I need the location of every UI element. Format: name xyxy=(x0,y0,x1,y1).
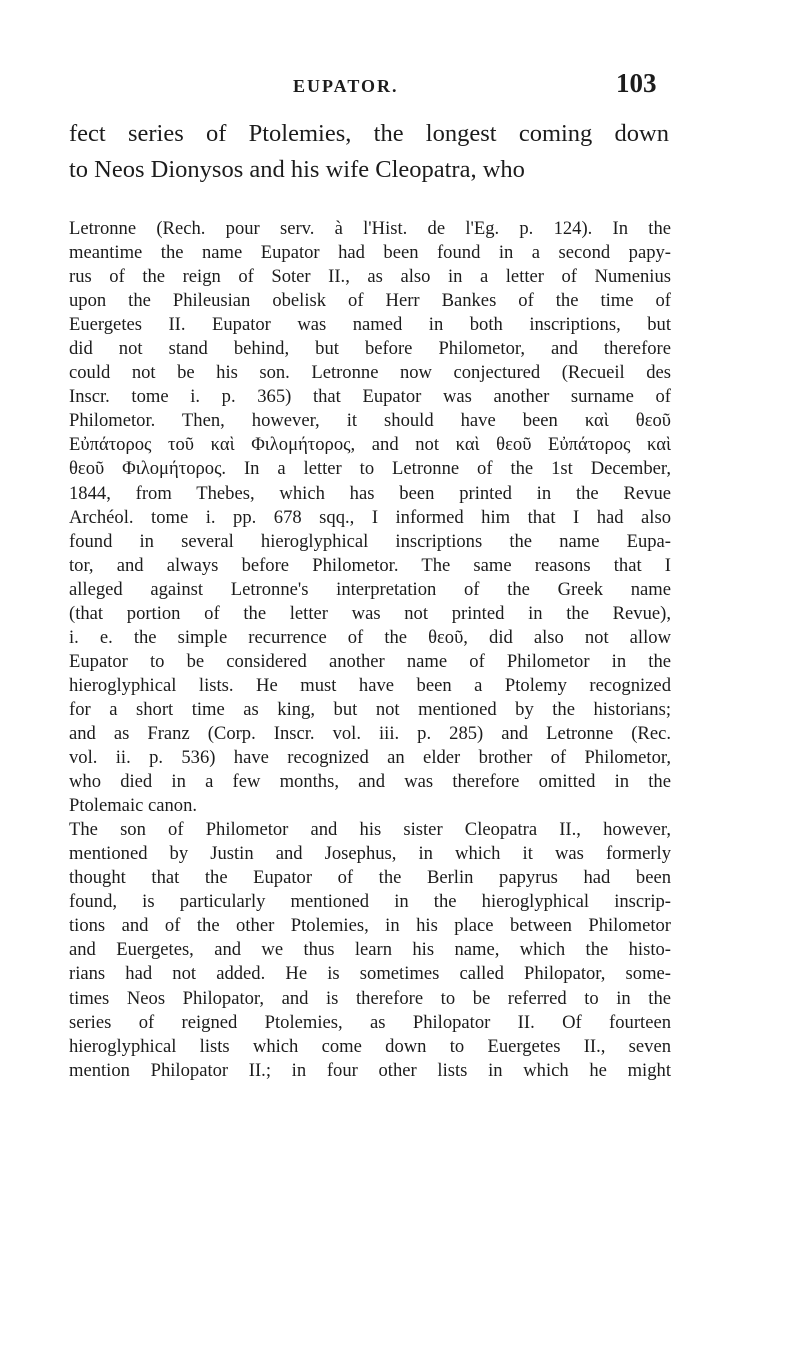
text-line: for a short time as king, but not mentioned by the historians; xyxy=(69,698,671,720)
text-line: found, is particularly mentioned in the hieroglyphical inscrip- xyxy=(69,891,671,913)
text-line: tions and of the other Ptolemies, in his place between Philometor xyxy=(69,915,671,937)
text-line: Ptolemaic canon. xyxy=(69,795,198,817)
text-line: hieroglyphical lists. He must have been a Ptolemy recognized xyxy=(69,674,671,696)
page-number: 103 xyxy=(616,68,657,98)
text-line: mention Philopator II.; in four other lists in which he might xyxy=(69,1059,671,1081)
large-print-paragraph xyxy=(69,116,669,188)
text-line: (that portion of the letter was not printed in the Revue), xyxy=(69,602,671,624)
text-line: tor, and always before Philometor. The same reasons that I xyxy=(69,554,671,576)
text-line: hieroglyphical lists which come down to Euergetes II., seven xyxy=(69,1035,671,1057)
text-line: series of reigned Ptolemies, as Philopator II. Of fourteen xyxy=(69,1011,671,1033)
running-title: EUPATOR. xyxy=(293,76,399,96)
text-line: Archéol. tome i. pp. 678 sqq., I informed him that I had also xyxy=(69,506,671,528)
text-line: mentioned by Justin and Josephus, in which it was formerly xyxy=(69,843,671,865)
text-line: Euergetes II. Eupator was named in both inscriptions, but xyxy=(69,314,671,336)
text-line: The son of Philometor and his sister Cleopatra II., however, xyxy=(69,819,671,841)
running-head xyxy=(0,68,800,102)
text-line: who died in a few months, and was therefore omitted in the xyxy=(69,771,671,793)
body-paragraphs xyxy=(69,217,671,1083)
text-line: thought that the Eupator of the Berlin papyrus had been xyxy=(69,867,671,889)
text-line: i. e. the simple recurrence of the θεοῦ, did also not allow xyxy=(69,626,671,648)
text-line: could not be his son. Letronne now conjectured (Recueil des xyxy=(69,362,671,384)
text-line: rians had not added. He is sometimes called Philopator, some- xyxy=(69,963,671,985)
text-line: upon the Phileusian obelisk of Herr Bankes of the time of xyxy=(69,290,671,312)
text-line: Inscr. tome i. p. 365) that Eupator was another surname of xyxy=(69,386,671,408)
text-line: Philometor. Then, however, it should have been καὶ θεοῦ xyxy=(69,410,671,432)
text-line: and Euergetes, and we thus learn his name, which the histo- xyxy=(69,939,671,961)
text-line: Letronne (Rech. pour serv. à l'Hist. de l'Eg. p. 124). In the xyxy=(69,218,671,239)
text-line: times Neos Philopator, and is therefore to be referred to in the xyxy=(69,987,671,1009)
text-line: vol. ii. p. 536) have recognized an elder brother of Philometor, xyxy=(69,747,671,769)
text-line: did not stand behind, but before Philometor, and therefore xyxy=(69,338,671,360)
text-line: found in several hieroglyphical inscriptions the name Eupa- xyxy=(69,530,671,552)
text-line: fect series of Ptolemies, the longest coming down xyxy=(69,120,669,147)
text-line: θεοῦ Φιλομήτορος. In a letter to Letronne of the 1st December, xyxy=(69,458,671,480)
text-line: 1844, from Thebes, which has been printed in the Revue xyxy=(69,482,671,504)
text-line: alleged against Letronne's interpretation of the Greek name xyxy=(69,578,671,600)
text-line: Eupator to be considered another name of Philometor in the xyxy=(69,650,671,672)
text-line: Εὐπάτορος τοῦ καὶ Φιλομήτορος, and not καὶ θεοῦ Εὐπάτορος καὶ xyxy=(69,434,671,456)
text-line: rus of the reign of Soter II., as also in a letter of Numenius xyxy=(69,266,671,288)
text-line: meantime the name Eupator had been found in a second papy- xyxy=(69,242,671,264)
text-line: and as Franz (Corp. Inscr. vol. iii. p. 285) and Letronne (Rec. xyxy=(69,722,671,744)
text-line: to Neos Dionysos and his wife Cleopatra, who xyxy=(69,156,525,183)
